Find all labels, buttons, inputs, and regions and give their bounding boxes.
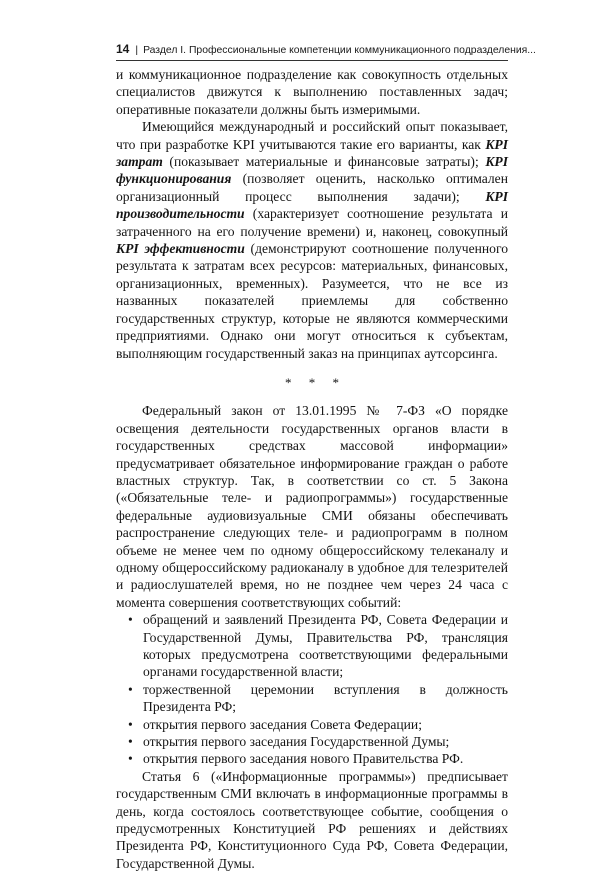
kpi-text-4: (характеризует соотношение результата и затраченного на его получение времени) и, наконец, совокупный	[116, 206, 508, 239]
paragraph-kpi-variants	[116, 118, 508, 362]
kpi-productivity-term: KPI производительности	[116, 188, 508, 222]
kpi-text-5: (демонстрируют соотношение полученного результата к затратам всех ресурсов: материальных, финансовых, организационных, временных). Разумеется, что не все из названных показателей приемлемы для собственно государственных структур, которые не являются коммерческими предприятиями. Однако они могут относиться к субъектам, выполняющим государственный заказ на принципах аутсорсинга.	[116, 241, 508, 361]
list-item	[116, 733, 508, 750]
bullet-icon: •	[128, 612, 133, 628]
list-item-text: открытия первого заседания Совета Федерации;	[143, 716, 422, 732]
list-item	[116, 611, 508, 681]
bullet-icon: •	[128, 681, 133, 697]
list-item	[116, 716, 508, 733]
running-head	[116, 42, 536, 61]
list-item	[116, 750, 508, 767]
section-title: Раздел I. Профессиональные компетенции коммуникационного подразделения...	[143, 45, 536, 56]
bullet-icon: •	[128, 751, 133, 767]
paragraph-article-6: Статья 6 («Информационные программы») предписывает государственным СМИ включать в информационные программы в день, когда состоялось соответствующее событие, сообщения о предусмотренных Конституцией РФ решениях и действиях Президента РФ, Конституционного Суда РФ, Совета Федерации, Государственной Думы.	[116, 768, 508, 871]
kpi-text-1: Имеющийся международный и российский опыт показывает, что при разработке KPI учитываются такие его варианты, как	[116, 119, 508, 152]
list-item-text: открытия первого заседания нового Правительства РФ.	[143, 751, 464, 767]
kpi-functioning-term: KPI функционирования	[116, 154, 508, 187]
bullet-icon: •	[128, 716, 133, 732]
list-item-text: открытия первого заседания Государственной Думы;	[143, 734, 450, 750]
kpi-text-3: (позволяет оценить, насколько оптимален организационный процесс выполнения задачи);	[116, 171, 508, 204]
bullet-icon: •	[128, 734, 133, 750]
section-separator-stars: * * *	[285, 374, 346, 390]
list-item	[116, 681, 508, 716]
paragraph-federal-law: Федеральный закон от 13.01.1995 № 7-ФЗ «О порядке освещения деятельности государственных органов власти в государственных средствах массовой информации» предусматривает обязательное информирование граждан о работе властных структур. Так, в соответствии со ст. 5 Закона («Обязательные теле- и радиопрограммы») государственные федеральные аудиовизуальные СМИ обязаны обеспечивать распространение следующих теле- и радиопрограмм в полном объеме не менее чем по одному общероссийскому телеканалу и одному общероссийскому радиоканалу в удобное для телезрителей и радиослушателей время, но не позднее чем через 24 часа с момента совершения соответствующих событий:	[116, 403, 508, 610]
paragraph-continuation: и коммуникационное подразделение как совокупность отдельных специалистов движутся к выполнению поставленных задач; оперативные показатели должны быть измеримыми.	[116, 67, 508, 117]
events-list	[116, 611, 508, 768]
page-number: 14	[116, 42, 130, 56]
list-item-text: торжественной церемонии вступления в должность Президента РФ;	[143, 681, 508, 715]
list-item-text: обращений и заявлений Президента РФ, Совета Федерации и Государственной Думы, Правительства РФ, трансляция которых предусмотрена соответствующими федеральными органами государственной власти;	[143, 612, 508, 680]
kpi-text-2: (показывает материальные и финансовые затраты);	[162, 154, 486, 170]
body-text	[116, 66, 508, 872]
kpi-costs-term: KPI затрат	[116, 136, 508, 170]
header-separator: |	[135, 45, 139, 56]
kpi-efficiency-term: KPI эффективности	[116, 241, 245, 257]
